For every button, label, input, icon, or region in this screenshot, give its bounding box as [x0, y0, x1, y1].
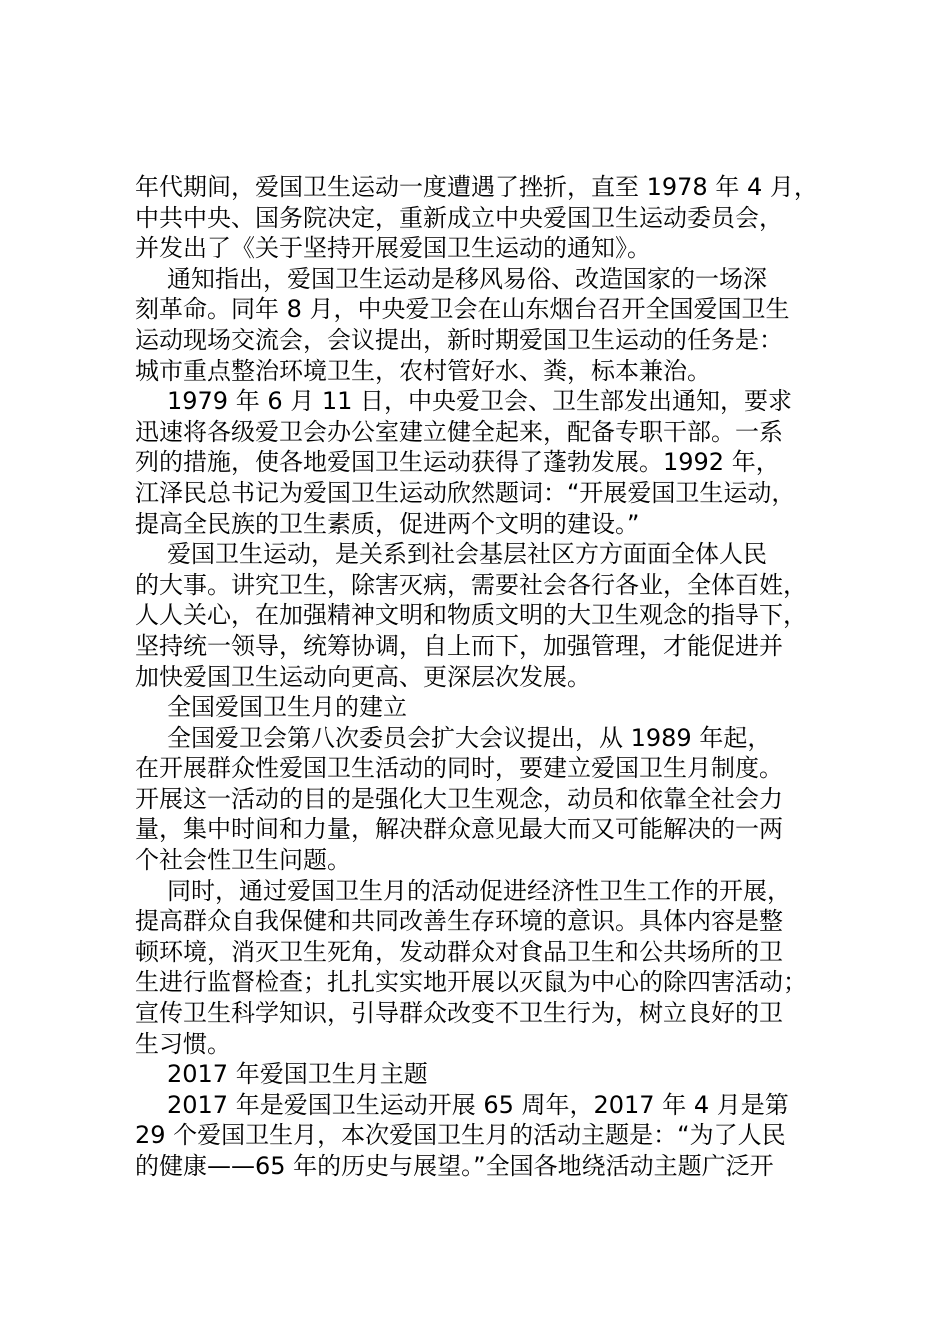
text-line: 中共中央、国务院决定，重新成立中央爱国卫生运动委员会， — [135, 203, 783, 232]
text-line: 生习惯。 — [135, 1029, 231, 1058]
text-line: 量，集中时间和力量，解决群众意见最大而又可能解决的一两 — [135, 815, 783, 844]
text-line: 提高全民族的卫生素质，促进两个文明的建设。” — [135, 509, 640, 538]
text-line: 坚持统一领导，统筹协调，自上而下，加强管理，才能促进并 — [135, 631, 783, 660]
text-line: 宣传卫生科学知识，引导群众改变不卫生行为，树立良好的卫 — [135, 999, 783, 1028]
text-line: 人人关心，在加强精神文明和物质文明的大卫生观念的指导下， — [135, 601, 807, 630]
text-line: 年代期间，爱国卫生运动一度遭遇了挫折，直至 1978 年 4 月， — [135, 173, 818, 201]
text-line: 江泽民总书记为爱国卫生运动欣然题词：“开展爱国卫生运动， — [135, 478, 796, 507]
text-line: 在开展群众性爱国卫生活动的同时，要建立爱国卫生月制度。 — [135, 754, 783, 783]
text-line: 并发出了《关于坚持开展爱国卫生运动的通知》。 — [135, 234, 651, 263]
text-line: 生进行监督检查；扎扎实实地开展以灭鼠为中心的除四害活动； — [135, 968, 807, 997]
text-line: 的大事。讲究卫生，除害灭病，需要社会各行各业，全体百姓， — [135, 570, 807, 599]
text-line: 加快爱国卫生运动向更高、更深层次发展。 — [135, 662, 591, 691]
text-line: 个社会性卫生问题。 — [135, 846, 351, 875]
paragraph-start-line: 全国爱卫会第八次委员会扩大会议提出，从 1989 年起， — [167, 723, 772, 752]
text-line: 29 个爱国卫生月，本次爱国卫生月的活动主题是：“为了人民 — [135, 1121, 786, 1150]
paragraph-start-line: 通知指出，爱国卫生运动是移风易俗、改造国家的一场深 — [167, 264, 767, 293]
text-line: 开展这一活动的目的是强化大卫生观念，动员和依靠全社会力 — [135, 784, 783, 813]
text-line: 列的措施，使各地爱国卫生运动获得了蓬勃发展。1992 年， — [135, 448, 780, 477]
text-line: 运动现场交流会，会议提出，新时期爱国卫生运动的任务是： — [135, 325, 783, 354]
document-body — [135, 172, 855, 1182]
paragraph-start-line: 2017 年是爱国卫生运动开展 65 周年，2017 年 4 月是第 — [167, 1090, 789, 1119]
text-line: 刻革命。同年 8 月，中央爱卫会在山东烟台召开全国爱国卫生 — [135, 295, 790, 324]
text-line: 迅速将各级爱卫会办公室建立健全起来，配备专职干部。一系 — [135, 417, 783, 446]
paragraph-start-line: 爱国卫生运动，是关系到社会基层社区方方面面全体人民 — [167, 540, 767, 569]
text-line: 提高群众自我保健和共同改善生存环境的意识。具体内容是整 — [135, 907, 783, 936]
paragraph-start-line: 同时，通过爱国卫生月的活动促进经济性卫生工作的开展， — [167, 876, 791, 905]
text-line: 城市重点整治环境卫生，农村管好水、粪，标本兼治。 — [135, 356, 711, 385]
section-heading: 全国爱国卫生月的建立 — [167, 693, 407, 722]
paragraph-start-line: 1979 年 6 月 11 日，中央爱卫会、卫生部发出通知，要求 — [167, 387, 793, 416]
text-line: 的健康——65 年的历史与展望。”全国各地绕活动主题广泛开 — [135, 1152, 774, 1180]
text-line: 顿环境，消灭卫生死角，发动群众对食品卫生和公共场所的卫 — [135, 937, 783, 966]
section-heading: 2017 年爱国卫生月主题 — [167, 1060, 428, 1089]
